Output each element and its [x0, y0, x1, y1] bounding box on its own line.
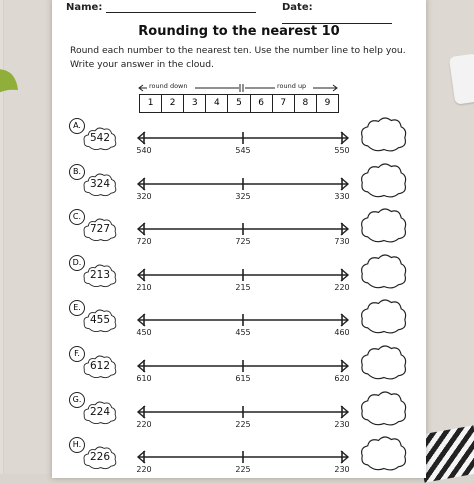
number-line: [132, 306, 354, 342]
answer-cloud-icon[interactable]: [358, 253, 410, 291]
mid-tick-label: 325: [235, 191, 251, 201]
number-line-graphic: [132, 306, 354, 328]
answer-cloud-icon[interactable]: [358, 435, 410, 473]
guide-cell: 4: [205, 95, 227, 112]
problem-letter: D.: [69, 255, 85, 271]
worksheet-paper: [52, 0, 426, 478]
mid-tick-label: 455: [235, 328, 251, 338]
number-line: [132, 261, 354, 297]
number-line-graphic: [132, 443, 354, 465]
left-tick-label: 720: [136, 237, 152, 247]
problem-number: 542: [89, 132, 111, 144]
number-line: [132, 352, 354, 388]
problem-number: 224: [89, 405, 111, 418]
number-line-graphic: [132, 398, 354, 420]
guide-cell: 8: [294, 95, 316, 112]
rounding-guide: [127, 82, 357, 116]
number-line-graphic: [132, 215, 354, 237]
worksheet-title: Rounding to the nearest 10: [138, 24, 340, 39]
problem-letter: G.: [69, 392, 85, 408]
left-tick-label: 540: [136, 146, 152, 155]
date-label: Date:: [282, 2, 313, 13]
problem-number: 213: [89, 268, 111, 281]
instructions: [70, 44, 415, 72]
number-line-graphic: [132, 124, 354, 146]
left-tick-label: 450: [136, 328, 152, 338]
guide-cell: 9: [316, 95, 338, 112]
guide-arrows: [127, 82, 357, 94]
left-tick-label: 220: [136, 465, 152, 475]
mid-tick-label: 545: [235, 146, 251, 155]
problem-letter: E.: [69, 300, 85, 316]
mid-tick-label: 225: [235, 465, 251, 475]
problem-row: [52, 209, 426, 255]
problem-row: [52, 255, 426, 301]
answer-cloud-icon[interactable]: [358, 344, 410, 382]
number-line: [132, 215, 354, 251]
guide-number-cells: [139, 94, 339, 113]
right-tick-label: 220: [334, 282, 350, 292]
answer-cloud-icon[interactable]: [358, 116, 410, 154]
plant-leaf-decoration: [0, 60, 20, 110]
mid-tick-label: 215: [235, 282, 251, 292]
answer-cloud-icon[interactable]: [358, 162, 410, 200]
guide-cell: 7: [272, 95, 294, 112]
problem-row: [52, 164, 426, 210]
number-line-graphic: [132, 352, 354, 374]
problem-row: [52, 300, 426, 346]
problem-letter: A.: [69, 118, 85, 134]
right-tick-label: 620: [334, 374, 350, 383]
problem-letter: C.: [69, 209, 85, 225]
right-tick-label: 230: [334, 465, 350, 475]
guide-cell: 3: [183, 95, 205, 112]
mid-tick-label: 225: [235, 419, 251, 429]
date-field[interactable]: [282, 2, 426, 24]
left-tick-label: 210: [136, 282, 152, 292]
guide-cell: 2: [161, 95, 183, 112]
right-tick-label: 330: [334, 191, 350, 201]
right-tick-label: 230: [334, 419, 350, 429]
name-field[interactable]: [66, 2, 256, 13]
round-up-label: round up: [277, 82, 307, 90]
number-line: [132, 170, 354, 206]
problem-row: [52, 346, 426, 392]
answer-cloud-icon[interactable]: [358, 207, 410, 245]
problem-letter: H.: [69, 437, 85, 453]
problem-row: [52, 437, 426, 483]
left-tick-label: 610: [136, 374, 152, 383]
problem-number: 324: [89, 177, 111, 190]
name-line[interactable]: [106, 12, 256, 13]
number-line-graphic: [132, 170, 354, 192]
number-line-graphic: [132, 261, 354, 283]
number-line: [132, 124, 354, 160]
number-line: [132, 398, 354, 434]
problem-number: 612: [89, 360, 111, 372]
answer-cloud-icon[interactable]: [358, 298, 410, 336]
guide-cell: 6: [250, 95, 272, 112]
right-tick-label: 460: [334, 328, 350, 338]
left-tick-label: 220: [136, 419, 152, 429]
problem-number: 455: [89, 314, 111, 327]
problem-row: [52, 118, 426, 164]
problem-letter: F.: [69, 346, 85, 362]
mid-tick-label: 725: [235, 237, 251, 247]
round-down-label: round down: [149, 82, 188, 90]
right-tick-label: 550: [334, 146, 350, 155]
left-tick-label: 320: [136, 191, 152, 201]
problem-number: 727: [89, 223, 111, 236]
instruction-line-1: Round each number to the nearest ten. Use the number line to help you.: [70, 45, 406, 56]
problem-number: 226: [89, 451, 111, 464]
problem-row: [52, 392, 426, 438]
name-label: Name:: [66, 2, 103, 13]
right-tick-label: 730: [334, 237, 350, 247]
mid-tick-label: 615: [235, 374, 251, 383]
guide-cell: 5: [227, 95, 249, 112]
problem-letter: B.: [69, 164, 85, 180]
guide-cell: 1: [147, 98, 154, 108]
instruction-line-2: Write your answer in the cloud.: [70, 59, 214, 70]
answer-cloud-icon[interactable]: [358, 390, 410, 428]
